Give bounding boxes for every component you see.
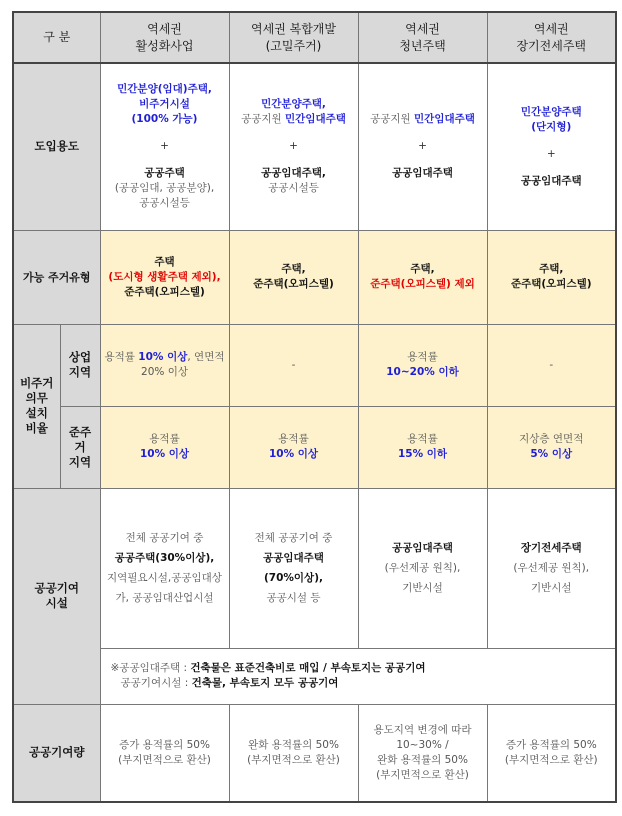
usage-c1-top3: (100% 가능) [131,113,198,126]
commercial-cell-4 [487,324,616,406]
usage-c2-top2a: 공공지원 [241,113,286,126]
semiresidential-label [60,406,100,488]
semiresidential-cell-2 [229,406,358,488]
nonres-label-line1: 비주거 [20,376,54,390]
facilities-c1-l4: 가, 공공임대산업시설 [115,592,214,604]
housing-c2-l1: 주택, [281,263,306,275]
header-col3-line2: 청년주택 [399,38,446,53]
semiresidential-c1-l1: 용적률 [149,433,180,445]
amount-c3-l2: 10~30% / [396,738,449,751]
semiresidential-c4-l1: 지상층 연면적 [519,433,584,445]
semiresidential-c1-l2: 10% 이상 [139,448,190,460]
commercial-label [60,324,100,406]
amount-c3-l1: 용도지역 변경에 따라 [373,723,472,736]
amount-c3-l3: 완화 용적률의 50% [377,753,468,766]
facilities-label [13,488,100,704]
housing-c4-l1: 주택, [539,263,564,275]
commercial-cell-1 [100,324,229,406]
facilities-c1-l2: 공공주택(30%이상), [114,552,215,564]
nonres-semiresidential-row [13,406,616,488]
header-col-complex-development [229,12,358,63]
usage-c1-bottom1: 공공주택 [144,167,185,180]
housing-row [13,230,616,324]
amount-cell-1 [100,704,229,802]
usage-c3-top-a: 공공지원 [370,113,415,126]
facilities-c4-l2: (우선제공 원칙), [513,562,590,574]
facilities-c1-l1: 전체 공공기여 중 [125,532,204,544]
usage-c3-bottom1: 공공임대주택 [392,167,453,180]
header-category [13,12,100,63]
semiresidential-label-line1: 준주거 [68,424,92,454]
housing-cell-2 [229,230,358,324]
housing-c2-l2: 준주택(오피스텔) [253,278,334,290]
amount-c1-l2: (부지면적으로 환산) [118,753,211,766]
usage-c1-top2: 비주거시설 [139,98,190,111]
commercial-c3-l2: 10~20% 이하 [386,366,459,378]
housing-c1-l3: 준주택(오피스텔) [124,285,205,298]
amount-c1-l1: 증가 용적률의 50% [119,738,210,751]
note1-text: 건축물은 표준건축비로 매입 / 부속토지는 공공기여 [190,662,426,674]
note1-prefix: ※공공임대주택 : [110,662,191,674]
semiresidential-c2-l1: 용적률 [278,433,309,445]
facilities-c2-l4: 공공시설 등 [266,592,321,604]
commercial-c1-a: 용적률 [104,351,139,363]
facilities-note [100,648,616,704]
commercial-c1-c: , 연면적 [187,351,225,363]
header-col4-line1: 역세권 [533,21,569,36]
facilities-c2-l3: (70%이상), [263,572,323,584]
facilities-c2-l2: 공공임대주택 [263,552,324,564]
commercial-c3-l1: 용적률 [407,351,438,363]
usage-label [13,63,100,230]
usage-c4-plus: + [546,147,556,160]
usage-c1-top1: 민간분양(임대)주택, [117,83,212,96]
facilities-c4-l3: 기반시설 [530,582,572,594]
usage-c2-top1: 민간분양주택, [261,98,326,111]
amount-label [13,704,100,802]
facilities-row [13,488,616,648]
commercial-c4-dash: - [549,358,554,371]
facilities-label-line2: 시설 [45,596,68,610]
amount-c4-l2: (부지면적으로 환산) [504,753,598,766]
commercial-cell-3 [358,324,487,406]
commercial-label-line2: 지역 [68,365,92,379]
housing-label [13,230,100,324]
amount-label-text: 공공기여량 [28,745,85,760]
facilities-c4-l1: 장기전세주택 [520,542,582,554]
usage-c2-plus: + [289,140,298,153]
housing-c3-l1: 주택, [410,263,435,275]
nonres-label-line4: 비율 [25,421,48,435]
header-col1-line1: 역세권 [147,21,182,36]
usage-c3-plus: + [418,140,427,153]
header-col3-line1: 역세권 [405,21,440,36]
commercial-cell-2 [229,324,358,406]
semiresidential-cell-4 [487,406,616,488]
facilities-c3-l2: (우선제공 원칙), [384,562,461,574]
usage-c2-bottom1: 공공임대주택, [261,167,326,180]
note2-prefix: 공공기여시설 : [120,677,192,689]
semiresidential-label-line2: 지역 [68,454,92,469]
header-col4-line2: 장기전세주택 [516,38,587,53]
header-row [13,12,616,63]
housing-c4-l2: 준주택(오피스텔) [510,278,592,290]
note2-text: 건축물, 부속토지 모두 공공기여 [191,677,339,689]
usage-c2-top2b: 민간임대주택 [285,113,346,126]
usage-c4-bottom1: 공공임대주택 [520,174,582,187]
amount-c3-l4: (부지면적으로 환산) [376,768,469,781]
usage-cell-4 [487,63,616,230]
facilities-label-line1: 공공기여 [34,581,79,595]
facilities-c2-l1: 전체 공공기여 중 [254,532,333,544]
housing-cell-3 [358,230,487,324]
header-category-text: 구 분 [43,30,71,44]
facilities-cell-1 [100,488,229,648]
header-col-long-term-lease [487,12,616,63]
commercial-c2-dash: - [291,358,296,371]
amount-cell-4 [487,704,616,802]
commercial-c1-d: 20% 이상 [141,366,188,378]
semiresidential-c4-l2: 5% 이상 [530,448,573,460]
amount-c2-l2: (부지면적으로 환산) [247,753,340,766]
semiresidential-cell-1 [100,406,229,488]
facilities-c3-l1: 공공임대주택 [392,542,453,554]
commercial-c1-b: 10% 이상 [138,351,188,363]
facilities-c1-l3: 지역필요시설,공공임대상 [107,572,222,584]
amount-cell-2 [229,704,358,802]
housing-c1-l1: 주택 [154,255,175,268]
nonres-label-line3: 설치 [25,406,48,420]
facilities-cell-3 [358,488,487,648]
usage-c1-bottom3: 공공시설등 [139,197,190,210]
housing-c3-l2a: 준주택(오피스텔) [370,278,451,290]
housing-label-text: 가능 주거유형 [22,270,91,284]
facilities-cell-4 [487,488,616,648]
facilities-c3-l3: 기반시설 [402,582,443,594]
nonres-label [13,324,60,488]
usage-label-text: 도입용도 [34,139,79,154]
header-col2-line1: 역세권 복합개발 [251,21,336,36]
semiresidential-c2-l2: 10% 이상 [268,448,319,460]
facilities-cell-2 [229,488,358,648]
usage-cell-2 [229,63,358,230]
usage-c2-bottom2: 공공시설등 [268,182,319,195]
usage-c1-plus: + [160,140,169,153]
housing-cell-1 [100,230,229,324]
semiresidential-c3-l1: 용적률 [407,433,438,445]
usage-cell-1 [100,63,229,230]
commercial-label-line1: 상업 [68,350,92,364]
usage-c4-top2: (단지형) [531,120,572,133]
usage-c1-bottom2: (공공임대, 공공분양), [114,182,215,195]
amount-row [13,704,616,802]
comparison-table [12,11,617,803]
amount-c2-l1: 완화 용적률의 50% [248,738,339,751]
header-col-youth-housing [358,12,487,63]
housing-c1-l2: (도시형 생활주택 제외), [108,270,221,283]
semiresidential-cell-3 [358,406,487,488]
header-col1-line2: 활성화사업 [135,38,194,53]
usage-c4-top1: 민간분양주택 [520,105,582,118]
semiresidential-c3-l2: 15% 이하 [397,448,448,460]
nonres-label-line2: 의무 [25,391,48,405]
nonres-commercial-row [13,324,616,406]
usage-cell-3 [358,63,487,230]
facilities-note-row [13,648,616,704]
header-col2-line2: (고밀주거) [265,38,322,53]
housing-cell-4 [487,230,616,324]
housing-c3-l2b: 제외 [450,278,475,290]
usage-c3-top-b: 민간임대주택 [414,113,475,126]
header-col-station-activation [100,12,229,63]
usage-row [13,63,616,230]
amount-c4-l1: 증가 용적률의 50% [505,738,597,751]
amount-cell-3 [358,704,487,802]
